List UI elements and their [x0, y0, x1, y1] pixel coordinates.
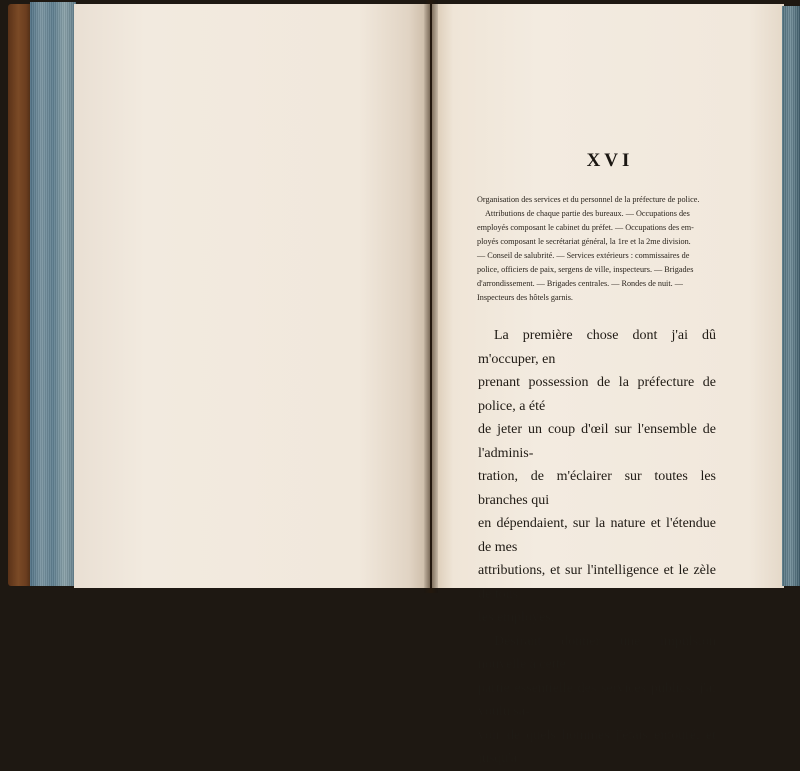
body-line: attributions, et sur l'intelligence et le zèle de tous: [478, 563, 716, 602]
body-line: de jeter un coup d'œil sur l'ensemble de l'adminis-: [478, 422, 716, 461]
marbled-page-edges-left: [30, 2, 76, 586]
summary-line: d'arrondissement. — Brigades centrales. — Rondes de nuit. —: [477, 279, 683, 288]
body-line: en dépendaient, sur la nature et l'étendue de mes: [478, 516, 716, 555]
body-line: prenant possession de la préfecture de police, a été: [478, 375, 716, 414]
chapter-number: XVI: [586, 150, 634, 171]
summary-line: employés composant le cabinet du préfet. — Occupations des em-: [477, 223, 694, 232]
summary-line: police, officiers de paix, sergens de ville, inspecteurs. — Brigades: [477, 265, 694, 274]
summary-line: — Conseil de salubrité. — Services extérieurs : commissaires de: [477, 251, 690, 260]
marbled-page-edges-right: [782, 6, 800, 586]
body-line: Désirant donner une impulsion nouvelle à cette: [478, 633, 716, 672]
summary-line: Inspecteurs des hôtels garnis.: [477, 293, 573, 302]
body-paragraphs: [478, 324, 716, 771]
body-line: La première chose dont j'ai dû m'occuper, en: [478, 328, 716, 367]
body-line: voir de quels hommes j'étais entouré, et jusqu'à: [478, 727, 716, 766]
body-line: les employés.: [478, 610, 555, 625]
summary-line: Attributions de chaque partie des bureaux. — Occupations des: [485, 209, 690, 218]
book-gutter: [424, 0, 438, 593]
body-line: partie essentielle des services publics, j'ai voulu sa-: [478, 680, 716, 719]
chapter-summary: [477, 193, 713, 305]
blank-left-page: [74, 4, 430, 588]
summary-line: Organisation des services et du personnel de la préfecture de police.: [477, 195, 700, 204]
body-line: tration, de m'éclairer sur toutes les branches qui: [478, 469, 716, 508]
summary-line: ployés composant le secrétariat général, la 1re et la 2me division.: [477, 237, 691, 246]
